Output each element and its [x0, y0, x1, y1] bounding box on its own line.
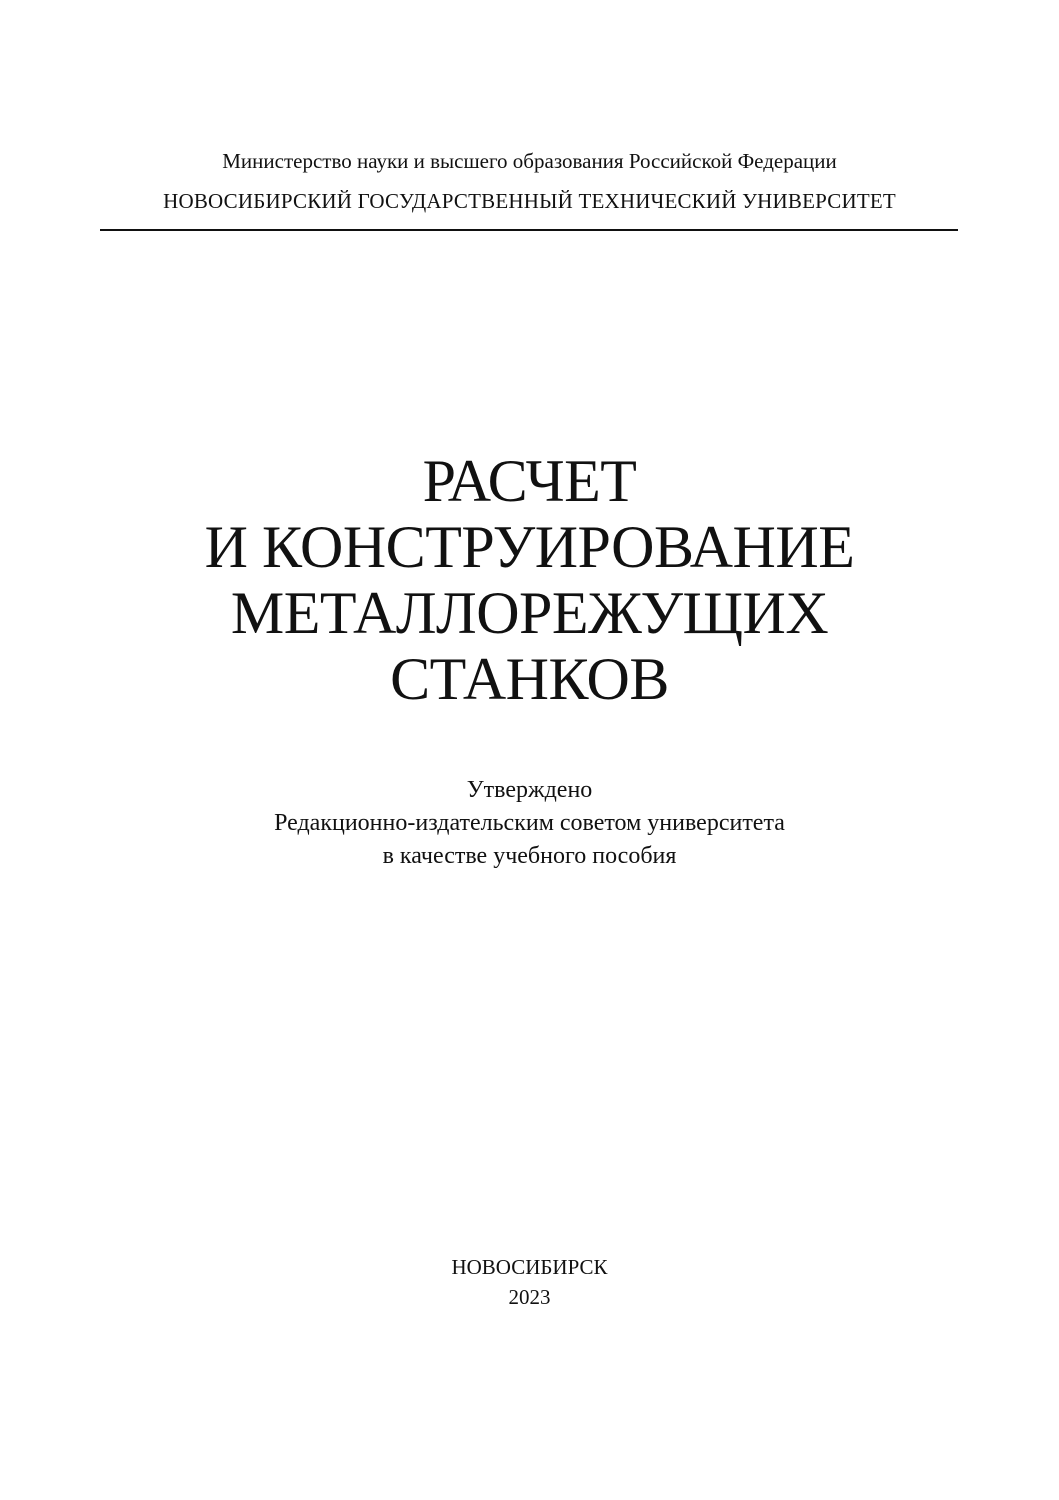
book-title	[0, 448, 1059, 712]
approval-line-1: Утверждено	[466, 777, 593, 803]
approval-note	[0, 774, 1059, 873]
book-title-line-1: РАСЧЕТ	[422, 448, 637, 514]
imprint-year: 2023	[508, 1285, 551, 1309]
approval-line-3: в качестве учебного пособия	[382, 843, 677, 869]
imprint-city: НОВОСИБИРСК	[451, 1255, 608, 1279]
header-divider	[100, 229, 958, 231]
book-title-line-4: СТАНКОВ	[390, 646, 669, 712]
imprint	[0, 1252, 1059, 1312]
book-title-line-2: И КОНСТРУИРОВАНИЕ	[204, 514, 855, 580]
university-name: НОВОСИБИРСКИЙ ГОСУДАРСТВЕННЫЙ ТЕХНИЧЕСКИЙ УНИВЕРСИТЕТ	[163, 189, 896, 213]
book-title-line-3: МЕТАЛЛОРЕЖУЩИХ	[230, 580, 829, 646]
ministry-name: Министерство науки и высшего образования Российской Федерации	[222, 149, 837, 173]
approval-line-2: Редакционно-издательским советом университета	[274, 810, 785, 836]
